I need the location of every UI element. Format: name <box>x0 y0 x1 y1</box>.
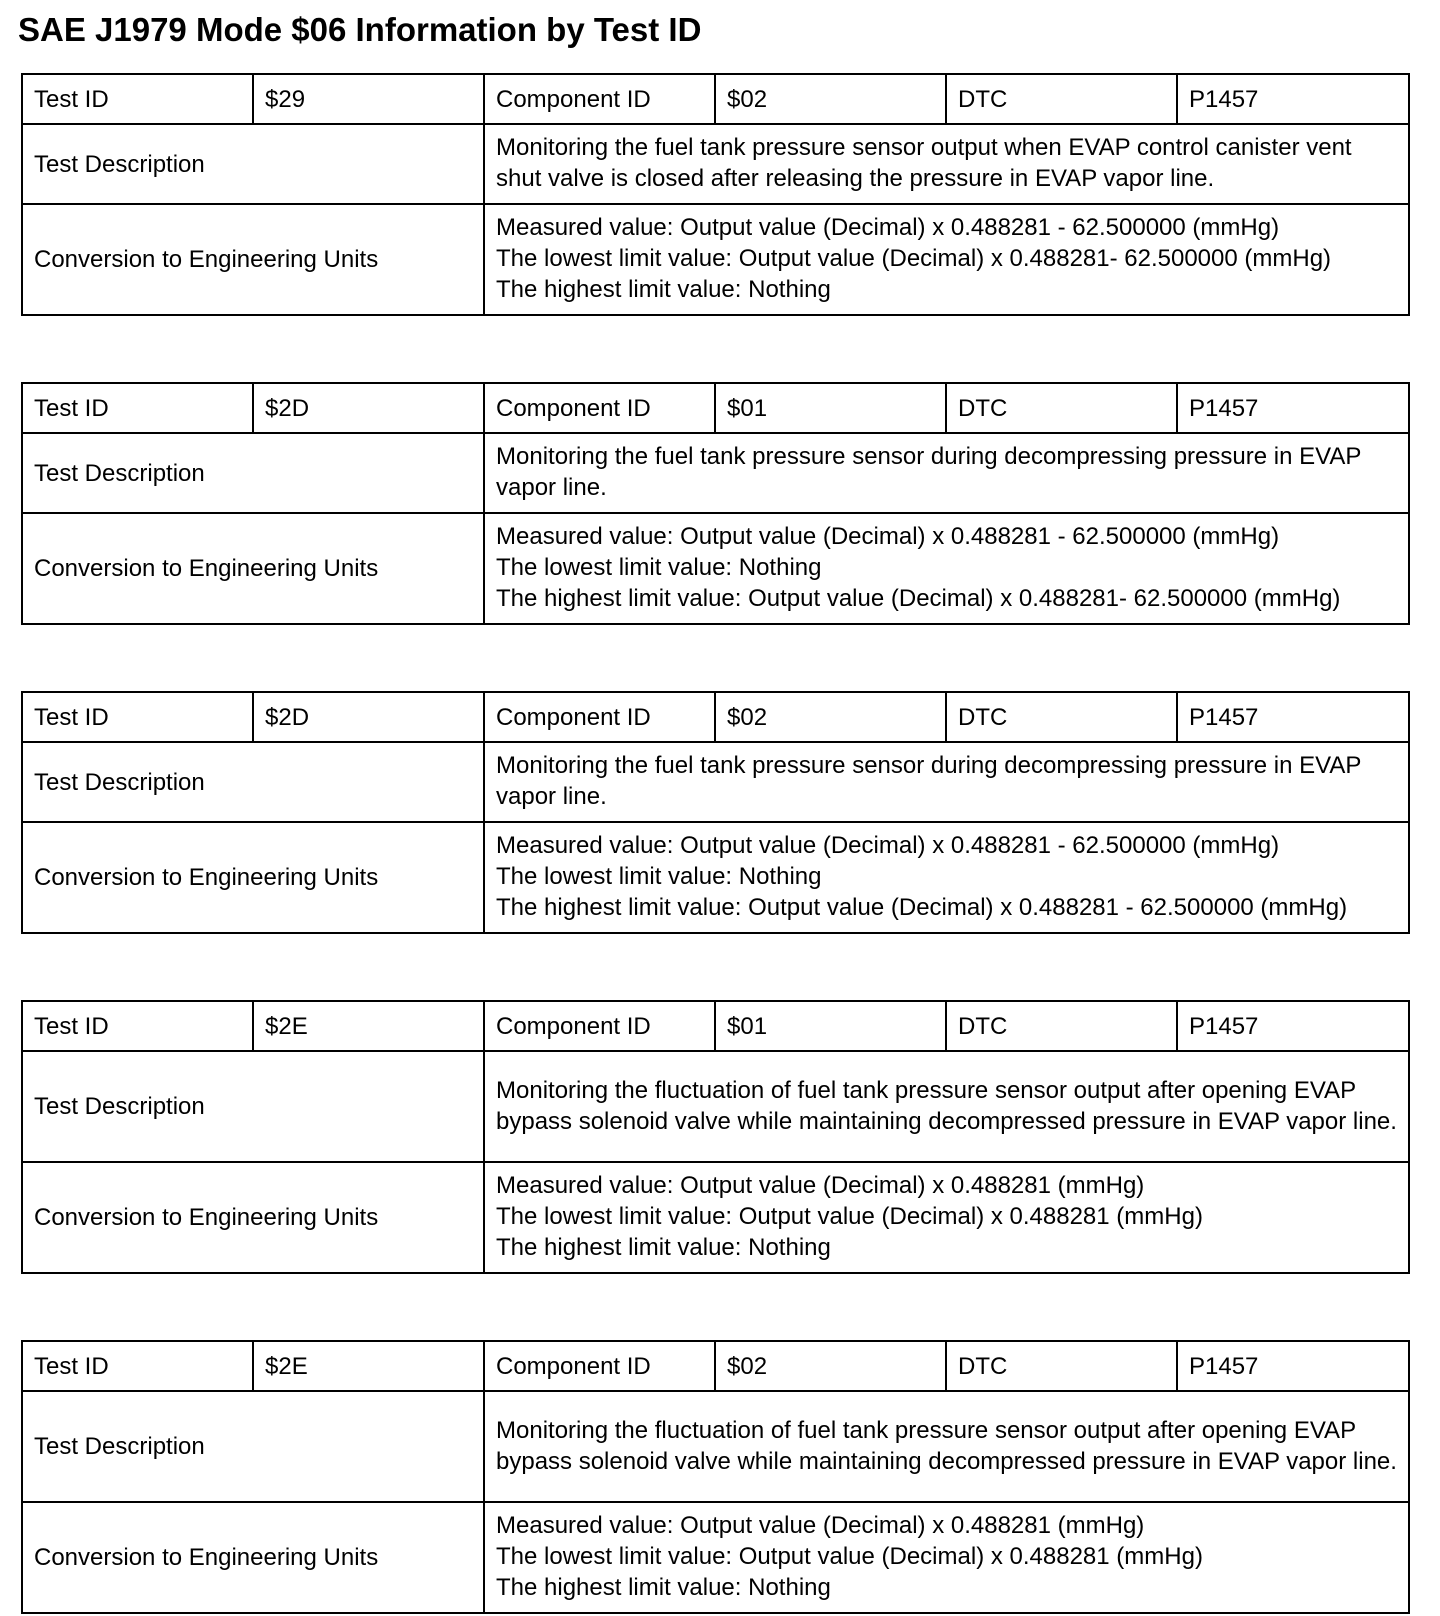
conversion-row <box>22 204 1409 315</box>
dtc-label: DTC <box>946 1001 1177 1051</box>
lowest-limit-line: The lowest limit value: Nothing <box>496 863 822 890</box>
lowest-limit-line: The lowest limit value: Output value (Decimal) x 0.488281 (mmHg) <box>496 1203 1203 1230</box>
test-description-row <box>22 124 1409 204</box>
test-id-value: $2E <box>253 1341 484 1391</box>
component-id-label: Component ID <box>484 1341 715 1391</box>
measured-value-line: Measured value: Output value (Decimal) x 0.488281 (mmHg) <box>496 1172 1145 1199</box>
test-description-label: Test Description <box>22 1391 484 1502</box>
test-id-value: $2E <box>253 1001 484 1051</box>
conversion-label: Conversion to Engineering Units <box>22 1162 484 1273</box>
component-id-value: $01 <box>715 1001 946 1051</box>
component-id-value: $01 <box>715 383 946 433</box>
test-id-value: $2D <box>253 692 484 742</box>
dtc-label: DTC <box>946 1341 1177 1391</box>
dtc-value: P1457 <box>1177 1001 1409 1051</box>
test-description-label: Test Description <box>22 433 484 513</box>
table-header-row <box>22 1001 1409 1051</box>
dtc-label: DTC <box>946 692 1177 742</box>
mode06-table <box>21 1340 1410 1614</box>
dtc-label: DTC <box>946 74 1177 124</box>
dtc-value: P1457 <box>1177 74 1409 124</box>
conversion-value <box>484 1502 1409 1613</box>
dtc-value: P1457 <box>1177 1341 1409 1391</box>
test-description-row <box>22 433 1409 513</box>
test-id-label: Test ID <box>22 692 253 742</box>
test-description-label: Test Description <box>22 742 484 822</box>
component-id-label: Component ID <box>484 1001 715 1051</box>
dtc-value: P1457 <box>1177 383 1409 433</box>
highest-limit-line: The highest limit value: Nothing <box>496 1574 831 1601</box>
test-description-value: Monitoring the fluctuation of fuel tank pressure sensor output after opening EVAP bypass solenoid valve while maintaining decompressed pressure in EVAP vapor line. <box>484 1051 1409 1162</box>
test-description-row <box>22 742 1409 822</box>
dtc-label: DTC <box>946 383 1177 433</box>
conversion-label: Conversion to Engineering Units <box>22 822 484 933</box>
test-description-row <box>22 1391 1409 1502</box>
conversion-label: Conversion to Engineering Units <box>22 513 484 624</box>
test-id-label: Test ID <box>22 1341 253 1391</box>
test-id-label: Test ID <box>22 383 253 433</box>
test-description-value: Monitoring the fuel tank pressure sensor output when EVAP control canister vent shut valve is closed after releasing the pressure in EVAP vapor line. <box>484 124 1409 204</box>
test-description-value: Monitoring the fuel tank pressure sensor during decompressing pressure in EVAP vapor line. <box>484 742 1409 822</box>
table-header-row <box>22 692 1409 742</box>
table-header-row <box>22 1341 1409 1391</box>
mode06-table <box>21 1000 1410 1274</box>
conversion-row <box>22 513 1409 624</box>
component-id-value: $02 <box>715 692 946 742</box>
measured-value-line: Measured value: Output value (Decimal) x 0.488281 - 62.500000 (mmHg) <box>496 523 1280 550</box>
measured-value-line: Measured value: Output value (Decimal) x 0.488281 - 62.500000 (mmHg) <box>496 832 1280 859</box>
table-header-row <box>22 74 1409 124</box>
highest-limit-line: The highest limit value: Nothing <box>496 1234 831 1261</box>
mode06-table <box>21 73 1410 316</box>
dtc-value: P1457 <box>1177 692 1409 742</box>
mode06-table <box>21 382 1410 625</box>
component-id-value: $02 <box>715 74 946 124</box>
conversion-value <box>484 822 1409 933</box>
lowest-limit-line: The lowest limit value: Output value (Decimal) x 0.488281- 62.500000 (mmHg) <box>496 245 1332 272</box>
conversion-label: Conversion to Engineering Units <box>22 204 484 315</box>
test-description-label: Test Description <box>22 124 484 204</box>
highest-limit-line: The highest limit value: Nothing <box>496 276 831 303</box>
component-id-label: Component ID <box>484 692 715 742</box>
component-id-value: $02 <box>715 1341 946 1391</box>
component-id-label: Component ID <box>484 383 715 433</box>
component-id-label: Component ID <box>484 74 715 124</box>
page-title: SAE J1979 Mode $06 Information by Test ID <box>18 11 702 48</box>
highest-limit-line: The highest limit value: Output value (Decimal) x 0.488281 - 62.500000 (mmHg) <box>496 894 1348 921</box>
measured-value-line: Measured value: Output value (Decimal) x 0.488281 (mmHg) <box>496 1512 1145 1539</box>
highest-limit-line: The highest limit value: Output value (Decimal) x 0.488281- 62.500000 (mmHg) <box>496 585 1341 612</box>
conversion-row <box>22 1502 1409 1613</box>
test-id-value: $29 <box>253 74 484 124</box>
test-description-label: Test Description <box>22 1051 484 1162</box>
measured-value-line: Measured value: Output value (Decimal) x 0.488281 - 62.500000 (mmHg) <box>496 214 1280 241</box>
test-id-label: Test ID <box>22 74 253 124</box>
test-id-value: $2D <box>253 383 484 433</box>
test-description-value: Monitoring the fluctuation of fuel tank pressure sensor output after opening EVAP bypass solenoid valve while maintaining decompressed pressure in EVAP vapor line. <box>484 1391 1409 1502</box>
test-id-label: Test ID <box>22 1001 253 1051</box>
conversion-value <box>484 204 1409 315</box>
mode06-table <box>21 691 1410 934</box>
conversion-row <box>22 1162 1409 1273</box>
conversion-label: Conversion to Engineering Units <box>22 1502 484 1613</box>
lowest-limit-line: The lowest limit value: Nothing <box>496 554 822 581</box>
test-description-row <box>22 1051 1409 1162</box>
table-header-row <box>22 383 1409 433</box>
conversion-row <box>22 822 1409 933</box>
test-description-value: Monitoring the fuel tank pressure sensor during decompressing pressure in EVAP vapor line. <box>484 433 1409 513</box>
conversion-value <box>484 513 1409 624</box>
conversion-value <box>484 1162 1409 1273</box>
lowest-limit-line: The lowest limit value: Output value (Decimal) x 0.488281 (mmHg) <box>496 1543 1203 1570</box>
